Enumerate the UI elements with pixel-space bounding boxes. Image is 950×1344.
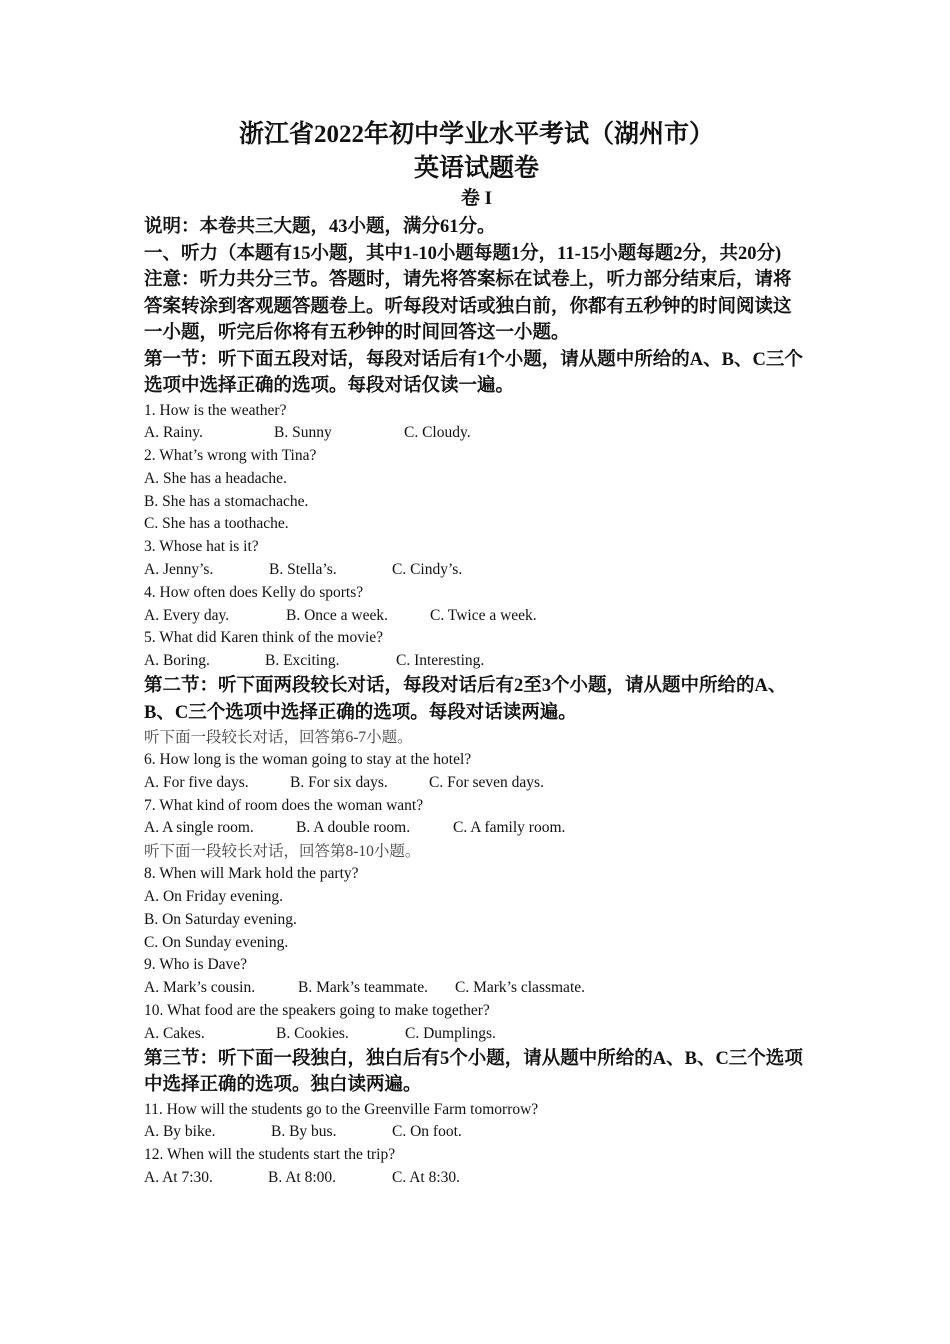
question-text: 4. How often does Kelly do sports? xyxy=(144,583,364,601)
answer-option[interactable]: B. Cookies. xyxy=(276,1024,349,1042)
answer-option[interactable]: C. A family room. xyxy=(453,819,566,837)
answer-option[interactable]: C. She has a toothache. xyxy=(144,515,289,533)
answer-option[interactable]: C. Dumplings. xyxy=(405,1024,496,1042)
answer-option[interactable]: B. She has a stomachache. xyxy=(144,492,309,510)
answer-option[interactable]: B. A double room. xyxy=(296,819,411,837)
answer-option[interactable]: C. At 8:30. xyxy=(392,1169,461,1187)
listening-note: 注意：听力共分三节。答题时，请先将答案标在试卷上，听力部分结束后，请将答案转涂到客观题答题卷上。听每段对话或独白前，你都有五秒钟的时间阅读这一小题，听完后你将有五秒钟的时间回答这一小题。 xyxy=(144,270,792,343)
answer-options xyxy=(144,817,809,840)
answer-option[interactable]: C. Interesting. xyxy=(396,652,485,670)
answer-options xyxy=(144,605,809,628)
answer-option[interactable]: A. Every day. xyxy=(144,606,230,624)
section-heading: 第三节：听下面一段独白，独白后有5个小题，请从题中所给的A、B、C三个选项中选择正确的选项。独白读两遍。 xyxy=(144,1048,803,1096)
exam-subtitle: 英语试题卷 xyxy=(413,155,539,182)
answer-options xyxy=(144,1023,809,1046)
question-text: 6. How long is the woman going to stay at the hotel? xyxy=(144,751,472,769)
listening-sections xyxy=(144,347,809,1190)
section-heading: 第二节：听下面两段较长对话，每段对话后有2至3个小题，请从题中所给的A、B、C三个选项中选择正确的选项。每段对话读两遍。 xyxy=(144,676,787,723)
volume-label: 卷 I xyxy=(460,188,493,209)
section-heading: 第一节：听下面五段对话，每段对话后有1个小题，请从题中所给的A、B、C三个选项中选择正确的选项。每段对话仅读一遍。 xyxy=(144,349,803,396)
answer-options xyxy=(144,1167,809,1190)
question-text: 12. When will the students start the trip? xyxy=(144,1146,396,1164)
answer-options xyxy=(144,772,809,795)
answer-option[interactable]: C. For seven days. xyxy=(429,773,544,791)
answer-option[interactable]: C. Cindy’s. xyxy=(392,561,463,579)
question-text: 1. How is the weather? xyxy=(144,401,287,419)
answer-option[interactable]: A. At 7:30. xyxy=(144,1169,213,1187)
exam-intro: 说明：本卷共三大题，43小题，满分61分。 xyxy=(144,217,496,237)
question-text: 9. Who is Dave? xyxy=(144,956,248,974)
answer-option[interactable]: B. At 8:00. xyxy=(268,1169,337,1187)
answer-option[interactable]: C. On foot. xyxy=(392,1123,462,1141)
answer-option[interactable]: B. By bus. xyxy=(271,1123,337,1141)
answer-option[interactable]: B. Once a week. xyxy=(286,606,388,624)
answer-option[interactable]: A. For five days. xyxy=(144,773,249,791)
answer-option[interactable]: A. On Friday evening. xyxy=(144,888,284,906)
answer-option[interactable]: A. Boring. xyxy=(144,652,210,670)
answer-options xyxy=(144,650,809,673)
answer-option[interactable]: A. Cakes. xyxy=(144,1024,205,1042)
question-text: 10. What food are the speakers going to make together? xyxy=(144,1002,490,1020)
answer-options xyxy=(144,1121,809,1144)
answer-option[interactable]: B. Stella’s. xyxy=(269,561,337,579)
answer-option[interactable]: B. On Saturday evening. xyxy=(144,910,297,928)
question-text: 2. What’s wrong with Tina? xyxy=(144,447,317,465)
answer-option[interactable]: B. Exciting. xyxy=(265,652,340,670)
answer-option[interactable]: A. A single room. xyxy=(144,819,254,837)
section-note: 听下面一段较长对话，回答第6-7小题。 xyxy=(144,729,413,747)
answer-option[interactable]: A. By bike. xyxy=(144,1123,216,1141)
answer-options xyxy=(144,559,809,582)
answer-option[interactable]: C. On Sunday evening. xyxy=(144,933,289,951)
answer-option[interactable]: C. Mark’s classmate. xyxy=(455,979,586,997)
answer-option[interactable]: B. Mark’s teammate. xyxy=(298,979,428,997)
answer-option[interactable]: A. She has a headache. xyxy=(144,469,287,487)
question-text: 3. Whose hat is it? xyxy=(144,538,259,556)
answer-option[interactable]: B. For six days. xyxy=(290,773,388,791)
question-text: 11. How will the students go to the Greenville Farm tomorrow? xyxy=(144,1100,539,1118)
answer-options xyxy=(144,977,809,1000)
question-text: 7. What kind of room does the woman want? xyxy=(144,796,424,814)
answer-option[interactable]: A. Rainy. xyxy=(144,424,203,442)
answer-option[interactable]: C. Twice a week. xyxy=(430,606,537,624)
answer-options xyxy=(144,422,809,445)
answer-option[interactable]: C. Cloudy. xyxy=(404,424,471,442)
answer-option[interactable]: B. Sunny xyxy=(274,424,332,442)
question-text: 8. When will Mark hold the party? xyxy=(144,865,359,883)
question-text: 5. What did Karen think of the movie? xyxy=(144,629,384,647)
section-note: 听下面一段较长对话，回答第8-10小题。 xyxy=(144,843,421,861)
exam-page xyxy=(144,118,809,1190)
exam-title: 浙江省2022年初中学业水平考试（湖州市） xyxy=(238,121,714,148)
part-one-heading: 一、听力（本题有15小题，其中1-10小题每题1分，11-15小题每题2分，共20分) xyxy=(144,243,782,264)
answer-option[interactable]: A. Mark’s cousin. xyxy=(144,979,256,997)
answer-option[interactable]: A. Jenny’s. xyxy=(144,561,214,579)
